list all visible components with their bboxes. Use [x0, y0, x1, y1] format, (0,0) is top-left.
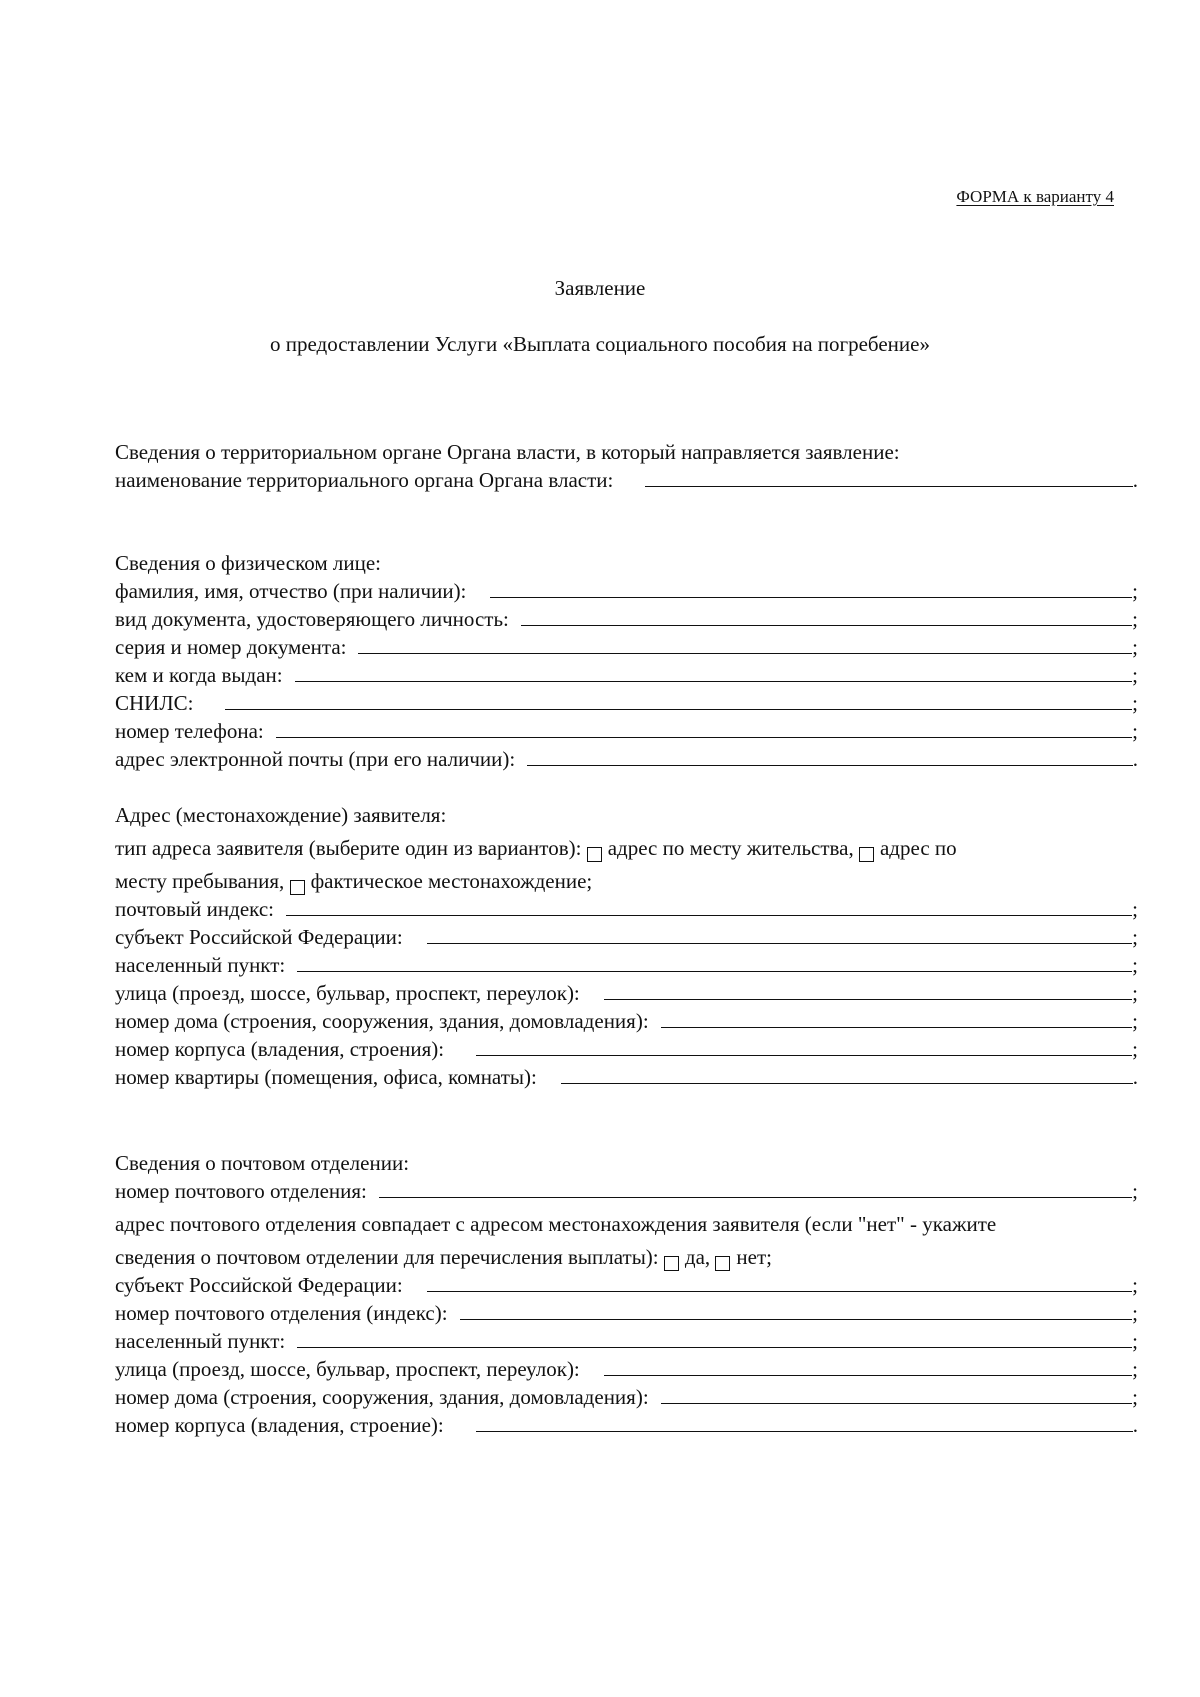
field-punct: ;	[1132, 925, 1138, 949]
post-building-number-field[interactable]	[476, 1411, 1133, 1432]
field-punct: ;	[1132, 691, 1138, 715]
field-punct: ;	[1132, 1329, 1138, 1353]
street-field[interactable]	[604, 979, 1132, 1000]
section-heading: Сведения о территориальном органе Органа власти, в который направляется заявление:	[115, 440, 900, 464]
field-punct: ;	[1132, 607, 1138, 631]
postal-code-field[interactable]	[286, 895, 1132, 916]
form-line	[115, 660, 1138, 688]
form-line	[115, 1006, 1138, 1034]
form-line	[115, 1062, 1138, 1090]
form-line	[115, 950, 1138, 978]
section-heading: Сведения о физическом лице:	[115, 551, 381, 575]
post-house-number-field[interactable]	[661, 1383, 1133, 1404]
field-label: номер корпуса (владения, строение):	[115, 1413, 444, 1437]
field-punct: ;	[1132, 579, 1138, 603]
field-label: улица (проезд, шоссе, бульвар, проспект, переулок):	[115, 1357, 580, 1381]
full-name-field[interactable]	[490, 577, 1132, 598]
form-line	[115, 1270, 1138, 1298]
form-line	[115, 978, 1138, 1006]
field-label: вид документа, удостоверяющего личность:	[115, 607, 509, 631]
address-type-prefix: тип адреса заявителя (выберите один из вариантов):	[115, 836, 582, 860]
apartment-number-field[interactable]	[561, 1063, 1133, 1084]
form-line	[115, 632, 1138, 660]
id-document-type-field[interactable]	[521, 605, 1132, 626]
field-label: населенный пункт:	[115, 953, 286, 977]
form-line	[115, 1176, 1138, 1204]
stay-option-label-part1: адрес по	[879, 836, 957, 860]
post-match-line	[115, 1204, 1138, 1237]
form-line	[115, 1034, 1138, 1062]
field-label: номер дома (строения, сооружения, здания, домовладения):	[115, 1009, 649, 1033]
field-label: номер квартиры (помещения, офиса, комнаты):	[115, 1065, 537, 1089]
field-punct: ;	[1132, 1357, 1138, 1381]
field-punct: .	[1132, 1065, 1138, 1089]
form-line	[115, 1382, 1138, 1410]
territorial-body-name-field[interactable]	[645, 466, 1132, 487]
form-line	[115, 894, 1138, 922]
field-label: номер почтового отделения:	[115, 1179, 367, 1203]
section-post-office	[115, 1148, 1138, 1438]
field-label: номер дома (строения, сооружения, здания, домовладения):	[115, 1385, 649, 1409]
no-label: нет;	[736, 1245, 772, 1269]
address-type-line	[115, 828, 1138, 861]
field-punct: ;	[1132, 663, 1138, 687]
post-office-number-field[interactable]	[379, 1177, 1132, 1198]
field-label: субъект Российской Федерации:	[115, 1273, 403, 1297]
field-punct: ;	[1132, 1301, 1138, 1325]
email-field[interactable]	[527, 745, 1133, 766]
field-punct: .	[1132, 1413, 1138, 1437]
post-index-field[interactable]	[460, 1299, 1133, 1320]
snils-field[interactable]	[225, 689, 1132, 710]
yes-checkbox[interactable]	[664, 1256, 679, 1271]
form-line	[115, 604, 1138, 632]
field-label: почтовый индекс:	[115, 897, 274, 921]
form-line	[115, 465, 1138, 493]
field-label: фамилия, имя, отчество (при наличии):	[115, 579, 467, 603]
post-match-text-1: адрес почтового отделения совпадает с адресом местонахождения заявителя (если "нет" - укажите	[115, 1212, 997, 1236]
field-label: серия и номер документа:	[115, 635, 347, 659]
field-label: населенный пункт:	[115, 1329, 286, 1353]
field-label: субъект Российской Федерации:	[115, 925, 403, 949]
post-match-text-2: сведения о почтовом отделении для перечисления выплаты):	[115, 1245, 659, 1269]
section-heading: Сведения о почтовом отделении:	[115, 1151, 410, 1175]
residence-checkbox[interactable]	[587, 847, 602, 862]
field-label: номер корпуса (владения, строения):	[115, 1037, 445, 1061]
building-number-field[interactable]	[476, 1035, 1132, 1056]
field-punct: .	[1132, 747, 1138, 771]
field-label: номер телефона:	[115, 719, 264, 743]
phone-field[interactable]	[276, 717, 1132, 738]
address-type-line-2	[115, 861, 1138, 894]
post-street-field[interactable]	[604, 1355, 1132, 1376]
form-line	[115, 1298, 1138, 1326]
form-line	[115, 576, 1138, 604]
field-label: номер почтового отделения (индекс):	[115, 1301, 448, 1325]
field-label: СНИЛС:	[115, 691, 194, 715]
field-punct: ;	[1132, 1037, 1138, 1061]
form-line	[115, 688, 1138, 716]
post-match-line-2	[115, 1237, 1138, 1270]
section-heading: Адрес (местонахождение) заявителя:	[115, 803, 447, 827]
field-punct: ;	[1132, 981, 1138, 1005]
form-line	[115, 1354, 1138, 1382]
document-series-number-field[interactable]	[358, 633, 1132, 654]
field-label: наименование территориального органа Органа власти:	[115, 468, 614, 492]
stay-checkbox[interactable]	[859, 847, 874, 862]
locality-field[interactable]	[297, 951, 1132, 972]
form-reference: ФОРМА к варианту 4	[956, 187, 1114, 206]
post-locality-field[interactable]	[297, 1327, 1132, 1348]
field-punct: ;	[1132, 897, 1138, 921]
issued-by-field[interactable]	[295, 661, 1133, 682]
field-punct: ;	[1132, 635, 1138, 659]
form-line	[115, 1410, 1138, 1438]
document-subtitle: о предоставлении Услуги «Выплата социального пособия на погребение»	[270, 332, 930, 356]
yes-label: да,	[684, 1245, 711, 1269]
form-line	[115, 716, 1138, 744]
field-punct: ;	[1132, 1179, 1138, 1203]
field-punct: .	[1132, 468, 1138, 492]
region-field[interactable]	[427, 923, 1132, 944]
field-punct: ;	[1132, 953, 1138, 977]
no-checkbox[interactable]	[715, 1256, 730, 1271]
section-territorial-body	[115, 437, 1138, 493]
form-line	[115, 1326, 1138, 1354]
stay-option-label-part2: месту пребывания,	[115, 869, 285, 893]
actual-location-checkbox[interactable]	[290, 880, 305, 895]
field-label: адрес электронной почты (при его наличии):	[115, 747, 516, 771]
field-punct: ;	[1132, 1273, 1138, 1297]
field-punct: ;	[1132, 1009, 1138, 1033]
form-line	[115, 922, 1138, 950]
post-region-field[interactable]	[427, 1271, 1132, 1292]
residence-option-label: адрес по месту жительства,	[607, 836, 854, 860]
field-punct: ;	[1132, 1385, 1138, 1409]
section-person	[115, 548, 1138, 772]
section-applicant-address	[115, 800, 1138, 1090]
document-title: Заявление	[554, 276, 646, 300]
actual-location-option-label: фактическое местонахождение;	[310, 869, 593, 893]
house-number-field[interactable]	[661, 1007, 1133, 1028]
field-label: кем и когда выдан:	[115, 663, 283, 687]
form-line	[115, 744, 1138, 772]
field-punct: ;	[1132, 719, 1138, 743]
field-label: улица (проезд, шоссе, бульвар, проспект, переулок):	[115, 981, 580, 1005]
